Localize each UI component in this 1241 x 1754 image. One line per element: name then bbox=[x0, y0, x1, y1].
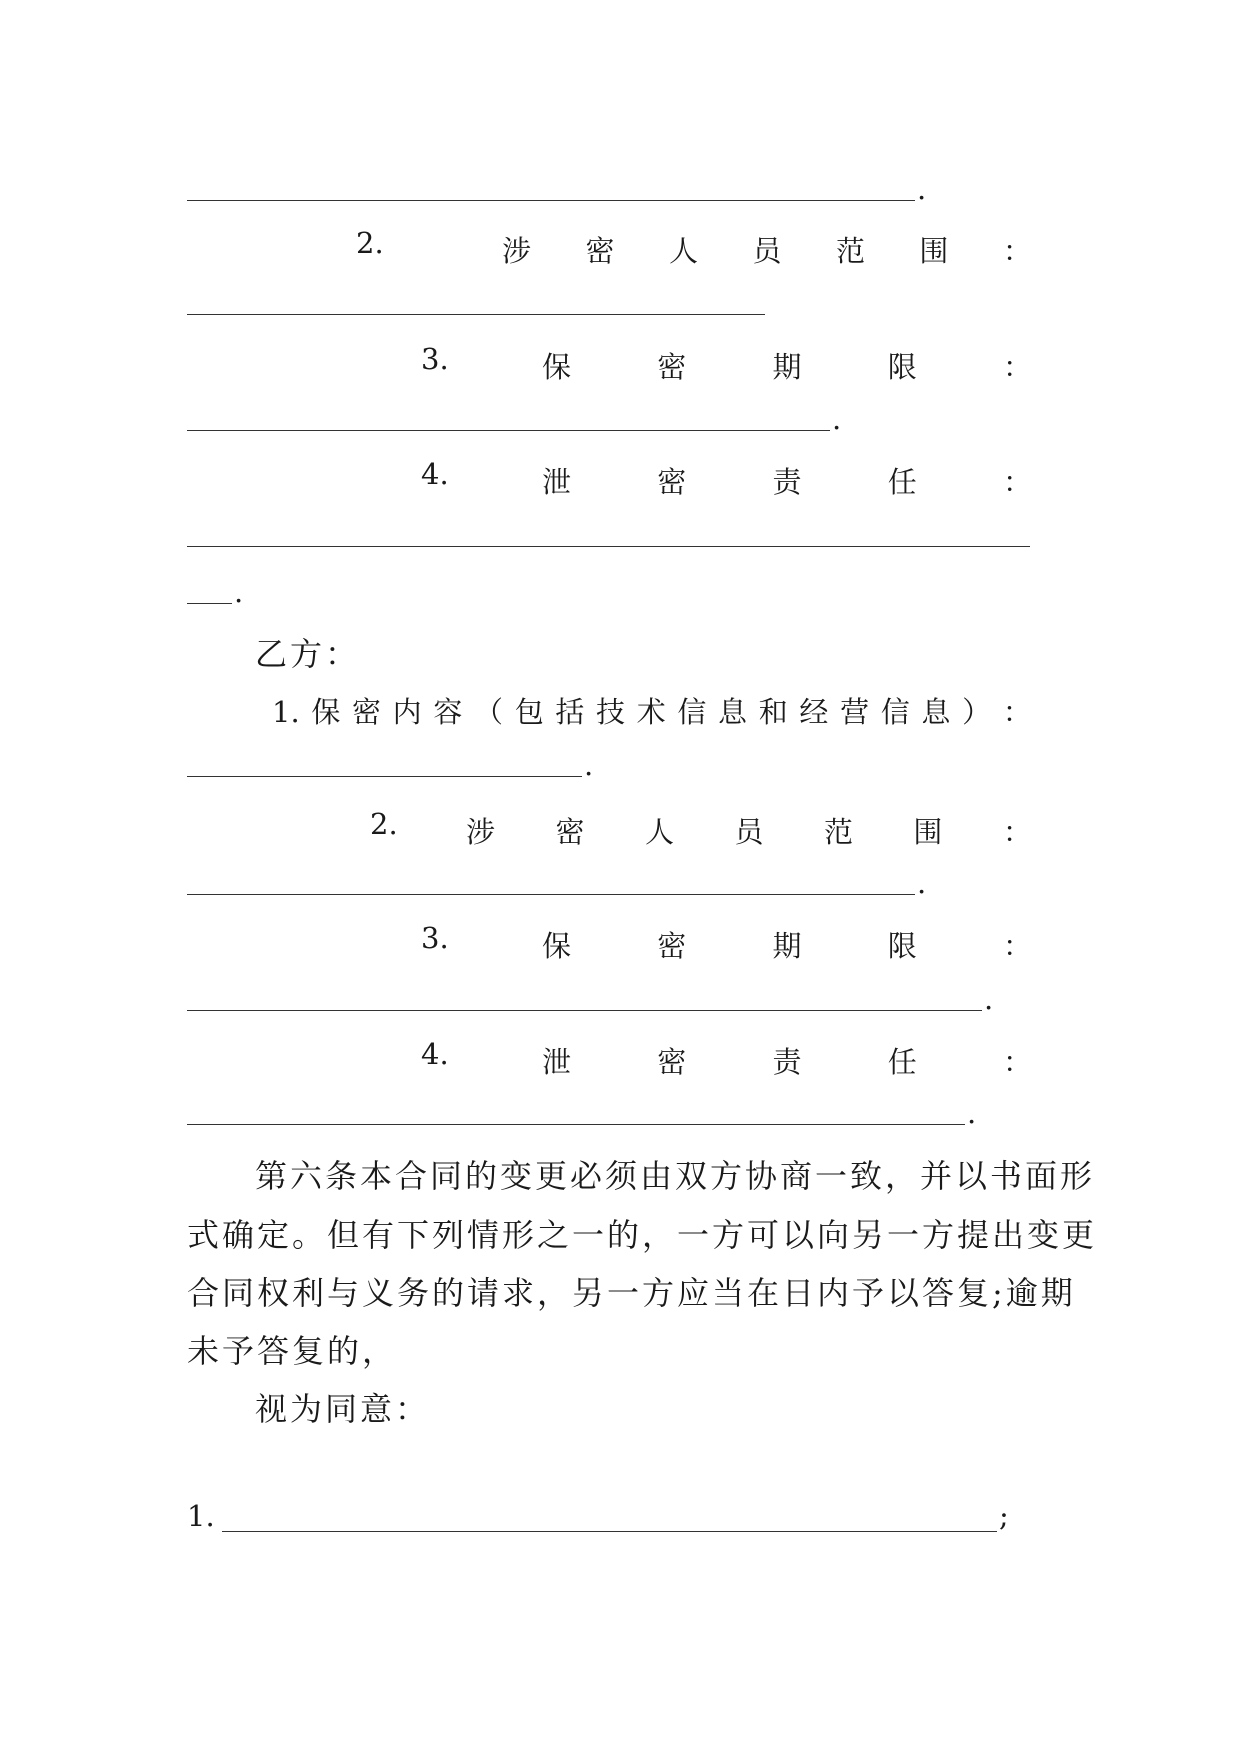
item-number: 2. bbox=[356, 226, 384, 260]
item-number: 4. bbox=[421, 1037, 449, 1071]
fill-line bbox=[187, 1124, 965, 1125]
char: 泄 bbox=[542, 465, 572, 499]
party-b-label: 乙方： bbox=[255, 635, 361, 673]
char: 责 bbox=[772, 465, 802, 499]
paragraph-line: 合同权利与义务的请求，另一方应当在日内予以答复;逾期 bbox=[187, 1274, 1076, 1312]
consent-line: 视为同意： bbox=[255, 1390, 431, 1428]
fill-line bbox=[187, 314, 765, 315]
char: 保 bbox=[542, 350, 572, 384]
colon: ： bbox=[1002, 695, 1032, 729]
colon: ： bbox=[1002, 815, 1032, 849]
item-number: 4. bbox=[421, 457, 449, 491]
colon: ： bbox=[1002, 350, 1032, 384]
char: 范 bbox=[823, 815, 853, 849]
colon: ： bbox=[1002, 929, 1032, 963]
char: 信 bbox=[677, 695, 707, 729]
char: 人 bbox=[668, 234, 698, 268]
char: 围 bbox=[919, 234, 949, 268]
paragraph-line: 第六条本合同的变更必须由双方协商一致，并以书面形 bbox=[255, 1157, 1096, 1195]
char: 密 bbox=[585, 234, 615, 268]
item-title bbox=[542, 924, 1032, 965]
item-title bbox=[542, 460, 1032, 501]
char: 密 bbox=[352, 695, 382, 729]
char: 内 bbox=[392, 695, 422, 729]
colon: ： bbox=[1002, 1045, 1032, 1079]
item-title bbox=[542, 1040, 1032, 1081]
fill-line bbox=[187, 776, 582, 777]
char: 密 bbox=[657, 465, 687, 499]
fill-line bbox=[187, 894, 915, 895]
char: 责 bbox=[772, 1045, 802, 1079]
list-number: 1. bbox=[187, 1499, 215, 1533]
char: 保 bbox=[311, 695, 341, 729]
item-number: 3. bbox=[421, 921, 449, 955]
char: 限 bbox=[887, 929, 917, 963]
colon: ： bbox=[1002, 465, 1032, 499]
char: 泄 bbox=[542, 1045, 572, 1079]
char: 人 bbox=[644, 815, 674, 849]
period: . bbox=[917, 172, 927, 206]
fill-line bbox=[187, 546, 1030, 547]
item-title bbox=[272, 690, 1032, 731]
char: 术 bbox=[636, 695, 666, 729]
char: 限 bbox=[887, 350, 917, 384]
item-title bbox=[502, 229, 1032, 270]
period: . bbox=[832, 402, 842, 436]
item-number: 1. bbox=[272, 695, 300, 729]
paragraph-line: 未予答复的， bbox=[187, 1332, 398, 1370]
item-number: 2. bbox=[370, 807, 398, 841]
char: 期 bbox=[772, 929, 802, 963]
char: 息 bbox=[718, 695, 748, 729]
char: 和 bbox=[758, 695, 788, 729]
fill-line bbox=[222, 1531, 997, 1532]
period: . bbox=[584, 748, 594, 782]
char: 保 bbox=[542, 929, 572, 963]
fill-line bbox=[187, 1010, 982, 1011]
period: . bbox=[917, 866, 927, 900]
fill-line bbox=[187, 430, 830, 431]
item-title bbox=[542, 345, 1032, 386]
char: 任 bbox=[887, 465, 917, 499]
char: 范 bbox=[835, 234, 865, 268]
char: 密 bbox=[657, 929, 687, 963]
char: ） bbox=[962, 695, 992, 729]
char: 涉 bbox=[466, 815, 496, 849]
paragraph-line: 式确定。但有下列情形之一的，一方可以向另一方提出变更 bbox=[187, 1216, 1098, 1254]
period: . bbox=[967, 1096, 977, 1130]
period: . bbox=[984, 982, 994, 1016]
char: 员 bbox=[734, 815, 764, 849]
char: 密 bbox=[555, 815, 585, 849]
colon: ： bbox=[1002, 234, 1032, 268]
item-number: 3. bbox=[421, 342, 449, 376]
char: 信 bbox=[880, 695, 910, 729]
char: 任 bbox=[887, 1045, 917, 1079]
char: 经 bbox=[799, 695, 829, 729]
char: 期 bbox=[772, 350, 802, 384]
char: 涉 bbox=[502, 234, 532, 268]
char: 容 bbox=[433, 695, 463, 729]
fill-line bbox=[187, 200, 915, 201]
period: . bbox=[234, 575, 244, 609]
char: 围 bbox=[913, 815, 943, 849]
char: 密 bbox=[657, 350, 687, 384]
char: 技 bbox=[596, 695, 626, 729]
char: （ bbox=[474, 695, 504, 729]
item-title bbox=[466, 810, 1032, 851]
char: 括 bbox=[555, 695, 585, 729]
char: 包 bbox=[514, 695, 544, 729]
char: 营 bbox=[840, 695, 870, 729]
semicolon: ; bbox=[999, 1499, 1009, 1533]
char: 息 bbox=[921, 695, 951, 729]
char: 员 bbox=[752, 234, 782, 268]
char: 密 bbox=[657, 1045, 687, 1079]
fill-line bbox=[187, 603, 232, 604]
